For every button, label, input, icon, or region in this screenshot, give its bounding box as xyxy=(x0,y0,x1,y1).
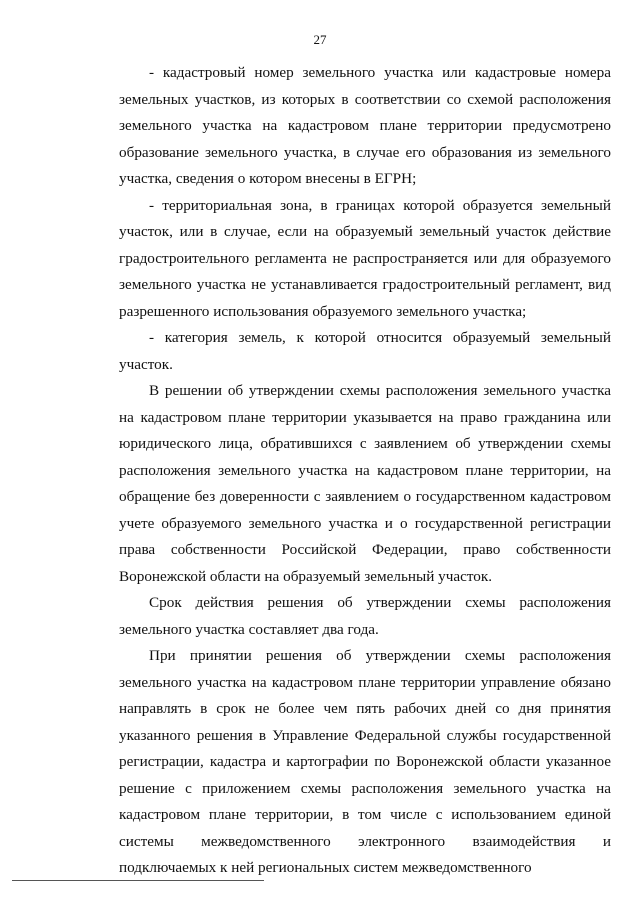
paragraph-land-category: - категория земель, к которой относится образуемый земельный участок. xyxy=(119,329,611,373)
paragraph-registration-notice: При принятии решения об утверждении схемы расположения земельного участка на кадастровом плане территории управление обязано направлять в срок не более чем пять рабочих дней со дня принятия указанного решения в Управление Федеральной службы государственной регистрации, кадастра и картографии по Воронежской области указанное решение с приложением схемы расположения земельного участка на кадастровом плане территории, в том числе с использованием единой системы межведомственного электронного взаимодействия и подключаемых к ней региональных систем межведомственного xyxy=(119,647,611,876)
document-body xyxy=(119,60,611,882)
paragraph-cadastral-number: - кадастровый номер земельного участка или кадастровые номера земельных участков, из которых в соответствии со схемой расположения земельного участка на кадастровом плане территории предусмотрено образование земельного участка, в случае его образования из земельного участка, сведения о котором внесены в ЕГРН; xyxy=(119,64,611,187)
paragraph-territorial-zone: - территориальная зона, в границах которой образуется земельный участок, или в случае, если на образуемый земельный участок действие градостроительного регламента не распространяется или для образуемого земельного участка не устанавливается градостроительный регламент, вид разрешенного использования образуемого земельного участка; xyxy=(119,196,611,320)
paragraph-decision-rights: В решении об утверждении схемы расположения земельного участка на кадастровом плане территории указывается на право гражданина или юридического лица, обратившихся с заявлением об утверждении схемы расположения земельного участка на кадастровом плане территории, на обращение без доверенности с заявлением о государственном кадастровом учете образуемого земельного участка и о государственной регистрации права собственности Российской Федерации, право собственности Воронежской области на образуемый земельный участок. xyxy=(119,382,611,585)
paragraph-validity-period: Срок действия решения об утверждении схемы расположения земельного участка составляет два года. xyxy=(119,594,611,638)
footnote-divider xyxy=(12,880,264,881)
page-number: 27 xyxy=(313,32,327,47)
